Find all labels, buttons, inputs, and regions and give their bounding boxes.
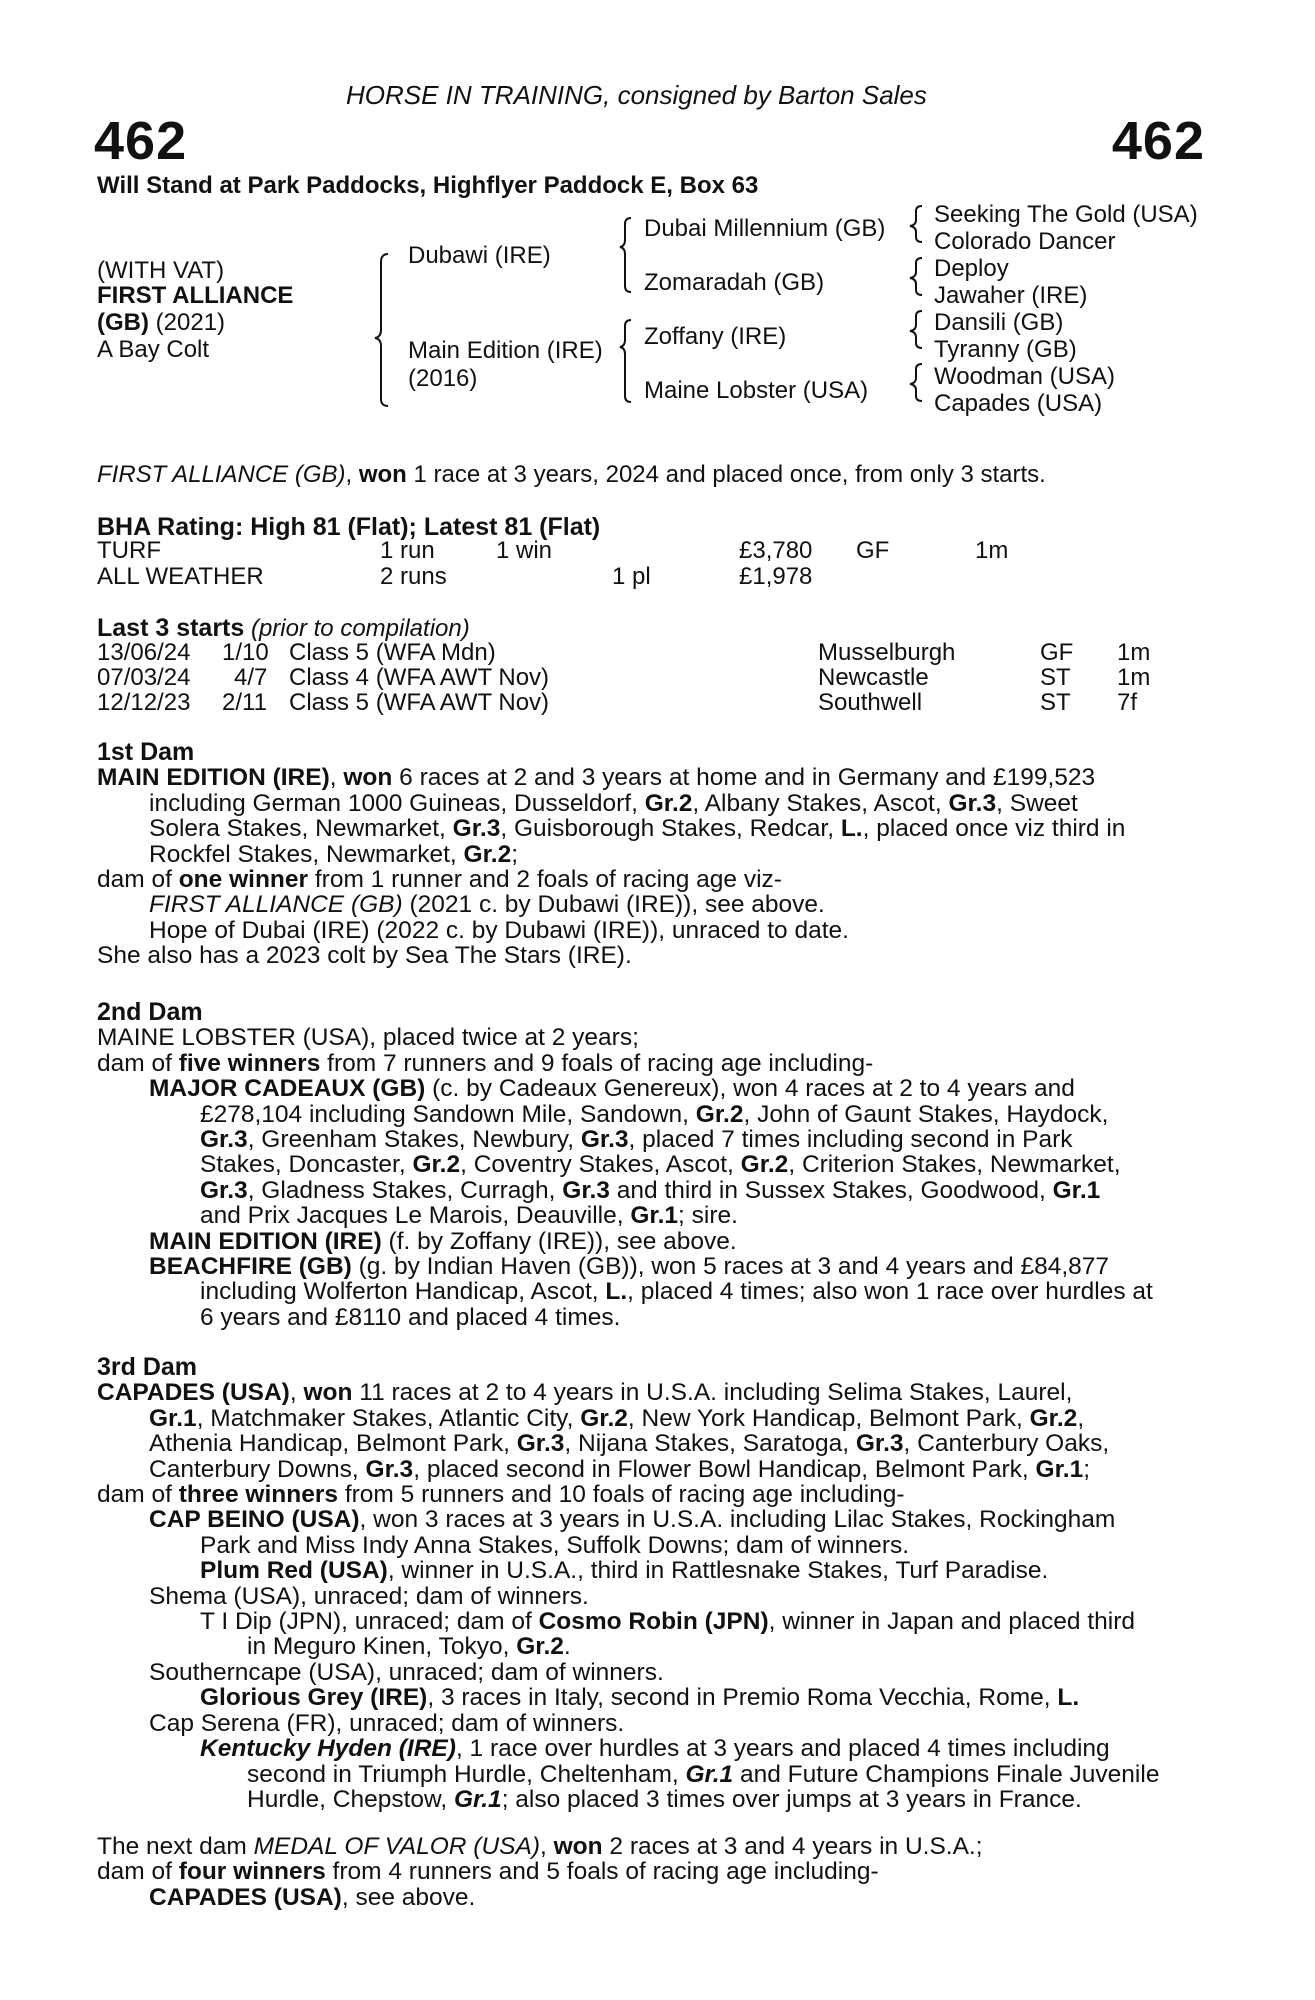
third-dam-text: , winner in Japan and placed third (768, 1608, 1136, 1636)
rating-turf-surface: TURF (97, 537, 161, 564)
third-dam-text: T I Dip (JPN), unraced; dam of (200, 1608, 539, 1636)
grade-badge: Gr.1 (685, 1760, 734, 1788)
pedigree-dam-sire: Zoffany (IRE) (644, 323, 787, 350)
pedigree-dam-year: (2016) (408, 365, 478, 392)
rating-aw-surface: ALL WEATHER (97, 563, 264, 590)
first-dam-won: won (343, 764, 393, 792)
second-dam-text: , Gladness Stakes, Curragh, (247, 1176, 563, 1204)
first-dam-text: Rockfel Stakes, Newmarket, (149, 840, 464, 868)
grade-badge: Gr.3 (562, 1176, 610, 1204)
second-dam-text: from 7 runners and 9 foals of racing age including- (320, 1049, 874, 1077)
third-dam-text: Southerncape (USA), unraced; dam of winners. (149, 1658, 664, 1686)
next-dam-text: from 4 runners and 5 foals of racing age including- (325, 1858, 879, 1886)
grade-badge: L. (605, 1278, 628, 1306)
third-dam-text: , 1 race over hurdles at 3 years and placed 4 times including (455, 1735, 1110, 1763)
first-dam-section: 1st Dam MAIN EDITION (IRE), won 6 races at 2 and 3 years at home and in Germany and £199,523 including German 1000 Guineas, Dusseldorf, Gr.2, Albany Stakes, Ascot, Gr.3, Sweet Solera Stakes, Newmarket, Gr.3, Guisborough Stakes, Redcar, L., placed once viz third in Rockfel Stakes, Newmarket, Gr.2; dam of one winner from 1 runner and 2 foals of racing age viz- FIRST ALLIANCE (GB) (2021 c. by Dubawi (IRE)), see above. Hope of Dubai (IRE) (2022 c. by Dubawi (IRE)), unraced to date. She also has a 2023 colt by Sea The Stars (IRE). (97, 740, 1205, 969)
third-dam-text: , Matchmaker Stakes, Atlantic City, (196, 1404, 581, 1432)
progeny-name: FIRST ALLIANCE (GB) (149, 891, 403, 919)
stand-location: Will Stand at Park Paddocks, Highflyer Paddock E, Box 63 (97, 172, 759, 199)
third-dam-won: won (303, 1379, 353, 1407)
pedigree-sire-dam: Zomaradah (GB) (644, 269, 825, 296)
grade-badge: Gr.3 (200, 1176, 248, 1204)
first-dam-text: from 1 runner and 2 foals of racing age viz- (308, 866, 782, 894)
grade-badge: Gr.2 (695, 1100, 744, 1128)
third-dam-text: Shema (USA), unraced; dam of winners. (149, 1582, 589, 1610)
grade-badge: L. (840, 815, 863, 843)
grade-badge: Gr.3 (452, 815, 501, 843)
third-dam-text: , placed second in Flower Bowl Handicap, Belmont Park, (413, 1455, 1036, 1483)
grade-badge: Gr.2 (740, 1151, 789, 1179)
third-dam-text: Canterbury Downs, (149, 1455, 366, 1483)
last3-course: Musselburgh (818, 639, 956, 666)
second-dam-text: , placed 7 times including second in Park (628, 1126, 1073, 1154)
pedigree-sdd: Jawaher (IRE) (934, 282, 1088, 309)
grade-badge: Gr.2 (516, 1633, 564, 1661)
rating-turf-runs: 1 run (380, 537, 435, 564)
last3-race: Class 4 (WFA AWT Nov) (289, 664, 550, 691)
next-dam-text: dam of (97, 1858, 179, 1886)
grade-badge: Gr.1 (1035, 1455, 1084, 1483)
third-dam-text: in Meguro Kinen, Tokyo, (247, 1633, 517, 1661)
pedigree-dds: Woodman (USA) (934, 363, 1115, 390)
last3-subtitle: (prior to compilation) (244, 615, 470, 642)
first-dam-text: , placed once viz third in (862, 815, 1126, 843)
second-dam-text: Stakes, Doncaster, (200, 1151, 413, 1179)
next-dam-text: The next dam (97, 1833, 254, 1860)
progeny-name: MAJOR CADEAUX (GB) (149, 1075, 426, 1103)
grade-badge: Gr.2 (580, 1404, 628, 1432)
second-dam-text: , Coventry Stakes, Ascot, (460, 1151, 741, 1179)
lot-number-left: 462 (94, 111, 188, 171)
first-dam-text: , Sweet (996, 789, 1078, 817)
second-dam-text: (c. by Cadeaux Genereux), won 4 races at 2 to 4 years and (425, 1075, 1075, 1103)
horse-country: (GB) (97, 309, 149, 336)
pedigree-dsd: Tyranny (GB) (934, 336, 1077, 363)
last3-going: GF (1040, 639, 1074, 666)
second-dam-heading: 2nd Dam (97, 998, 203, 1026)
summary-horse-name: FIRST ALLIANCE (GB) (97, 461, 346, 488)
progeny-name: MAIN EDITION (IRE) (149, 1227, 382, 1255)
pedigree-sss: Seeking The Gold (USA) (934, 201, 1198, 228)
third-dam-text: ; (1083, 1455, 1091, 1483)
third-dam-text: , Canterbury Oaks, (903, 1430, 1110, 1458)
next-dam-text: , see above. (341, 1883, 476, 1911)
second-dam-text: and Prix Jacques Le Marois, Deauville, (200, 1202, 631, 1230)
grade-badge: L. (1057, 1684, 1080, 1712)
progeny-line: Hope of Dubai (IRE) (2022 c. by Dubawi (IRE)), unraced to date. (149, 916, 849, 944)
bha-rating-title: BHA Rating: High 81 (Flat); Latest 81 (Flat) (97, 513, 601, 541)
third-dam-text: . (563, 1633, 571, 1661)
first-dam-name: MAIN EDITION (IRE) (97, 764, 330, 792)
last3-date: 07/03/24 (97, 664, 191, 691)
progeny-name: Kentucky Hyden (IRE) (200, 1735, 456, 1763)
second-dam-text: , Criterion Stakes, Newmarket, (788, 1151, 1121, 1179)
grade-badge: Gr.1 (1052, 1176, 1101, 1204)
first-dam-text: ; (511, 840, 519, 868)
summary-text: 1 race at 3 years, 2024 and placed once, from only 3 starts. (406, 461, 1046, 488)
next-dam-section (97, 1834, 1205, 1910)
vat-note: (WITH VAT) (97, 257, 225, 284)
second-dam-text: , placed 4 times; also won 1 race over hurdles at (627, 1278, 1153, 1306)
last3-pos: 4/7 (234, 664, 268, 691)
pedigree-sire-sire: Dubai Millennium (GB) (644, 215, 886, 242)
third-dam-text: , New York Handicap, Belmont Park, (627, 1404, 1030, 1432)
third-dam-text: from 5 runners and 10 foals of racing age including- (338, 1481, 905, 1509)
last3-race: Class 5 (WFA Mdn) (289, 639, 496, 666)
grade-badge: Gr.3 (365, 1455, 414, 1483)
second-dam-text: including Wolferton Handicap, Ascot, (200, 1278, 606, 1306)
third-dam-text: dam of (97, 1481, 179, 1509)
first-dam-text: Solera Stakes, Newmarket, (149, 815, 453, 843)
third-dam-name: CAPADES (USA) (97, 1379, 290, 1407)
progeny-name: Glorious Grey (IRE) (200, 1684, 428, 1712)
rating-aw-placed: 1 pl (612, 563, 651, 590)
grade-badge: Gr.1 (149, 1404, 197, 1432)
second-dam-text: ; sire. (678, 1202, 738, 1230)
third-dam-text: and Future Champions Finale Juvenile (733, 1760, 1160, 1788)
horse-description: A Bay Colt (97, 336, 210, 363)
third-dam-text: Hurdle, Chepstow, (247, 1785, 454, 1813)
third-dam-heading: 3rd Dam (97, 1353, 198, 1381)
first-dam-text: (2021 c. by Dubawi (IRE)), see above. (402, 891, 825, 919)
second-dam-text: (f. by Zoffany (IRE)), see above. (381, 1227, 737, 1255)
grade-badge: Gr.2 (1029, 1404, 1078, 1432)
last3-date: 12/12/23 (97, 689, 191, 716)
pedigree-dam: Main Edition (IRE) (408, 337, 603, 364)
horse-name: FIRST ALLIANCE (97, 282, 294, 309)
pedigree-ddd: Capades (USA) (934, 390, 1103, 417)
first-dam-text: one winner (178, 866, 309, 894)
second-dam-text: , John of Gaunt Stakes, Haydock, (743, 1100, 1109, 1128)
second-dam-text: (g. by Indian Haven (GB)), won 5 races at 3 and 4 years and £84,877 (351, 1253, 1110, 1281)
progeny-name: Cosmo Robin (JPN) (538, 1608, 769, 1636)
second-dam-text: MAINE LOBSTER (USA), placed twice at 2 years; (97, 1024, 639, 1052)
rating-aw-prize: £1,978 (739, 563, 813, 590)
grade-badge: Gr.3 (200, 1126, 248, 1154)
third-dam-text: Athenia Handicap, Belmont Park, (149, 1430, 517, 1458)
last3-pos: 1/10 (222, 639, 269, 666)
last3-distance: 7f (1117, 689, 1138, 716)
third-dam-text: Cap Serena (FR), unraced; dam of winners. (149, 1709, 625, 1737)
third-dam-text: , Nijana Stakes, Saratoga, (564, 1430, 856, 1458)
second-dam-text: and third in Sussex Stakes, Goodwood, (609, 1176, 1053, 1204)
grade-badge: Gr.1 (454, 1785, 502, 1813)
grade-badge: Gr.1 (630, 1202, 679, 1230)
grade-badge: Gr.2 (412, 1151, 461, 1179)
progeny-name: BEACHFIRE (GB) (149, 1253, 352, 1281)
grade-badge: Gr.3 (516, 1430, 565, 1458)
progeny-name: Plum Red (USA) (200, 1557, 388, 1585)
rating-turf-wins: 1 win (496, 537, 553, 564)
first-dam-text: She also has a 2023 colt by Sea The Stars (IRE). (97, 942, 632, 970)
second-dam-text: dam of (97, 1049, 179, 1077)
pedigree-sire: Dubawi (IRE) (408, 242, 551, 269)
pedigree-dam-dam: Maine Lobster (USA) (644, 377, 869, 404)
first-dam-text: , Albany Stakes, Ascot, (692, 789, 949, 817)
rating-turf-going: GF (856, 537, 890, 564)
horse-year: (2021) (148, 309, 226, 336)
last3-going: ST (1040, 689, 1071, 716)
third-dam-text: 11 races at 2 to 4 years in U.S.A. including Selima Stakes, Laurel, (352, 1379, 1073, 1407)
consignment-header: HORSE IN TRAINING, consigned by Barton Sales (346, 80, 927, 110)
grade-badge: Gr.2 (463, 840, 512, 868)
progeny-name: CAP BEINO (USA) (149, 1506, 360, 1534)
last3-distance: 1m (1117, 639, 1151, 666)
last3-pos: 2/11 (222, 689, 267, 716)
progeny-name: CAPADES (USA) (149, 1883, 342, 1911)
third-dam-text: ; also placed 3 times over jumps at 3 years in France. (501, 1785, 1082, 1813)
rating-aw-runs: 2 runs (380, 563, 447, 590)
grade-badge: Gr.2 (644, 789, 693, 817)
third-dam-section: 3rd Dam CAPADES (USA), won 11 races at 2 to 4 years in U.S.A. including Selima Stakes, Laurel, Gr.1, Matchmaker Stakes, Atlantic City, Gr.2, New York Handicap, Belmont Park, Gr.2, Athenia Handicap, Belmont Park, Gr.3, Nijana Stakes, Saratoga, Gr.3, Canterbury Oaks, Canterbury Downs, Gr.3, placed second in Flower Bowl Handicap, Belmont Park, Gr.1; dam of three winners from 5 runners and 10 foals of racing age including- CAP BEINO (USA), won 3 races at 3 years in U.S.A. including Lilac Stakes, Rockingham Park and Miss Indy Anna Stakes, Suffolk Downs; dam of winners. Plum Red (USA), winner in U.S.A., third in Rattlesnake Stakes, Turf Paradise. Shema (USA), unraced; dam of winners. T I Dip (JPN), unraced; dam of Cosmo Robin (JPN), winner in Japan and placed third in Meguro Kinen, Tokyo, Gr.2. Southerncape (USA), unraced; dam of winners. Glorious Grey (IRE), 3 races in Italy, second in Premio Roma Vecchia, Rome, L. Cap Serena (FR), unraced; dam of winners. Kentucky Hyden (IRE), 1 race over hurdles at 3 years and placed 4 times including second in Triumph Hurdle, Cheltenham, Gr.1 and Future Champions Finale Juvenile Hurdle, Chepstow, Gr.1; also placed 3 times over jumps at 3 years in France. (97, 1355, 1205, 1812)
grade-badge: Gr.3 (580, 1126, 629, 1154)
pedigree-ssd: Colorado Dancer (934, 228, 1116, 255)
summary-won: won (358, 461, 407, 488)
second-dam-text: , Greenham Stakes, Newbury, (247, 1126, 581, 1154)
last3-course: Newcastle (818, 664, 929, 691)
last3-heading: Last 3 starts (97, 614, 245, 642)
third-dam-text: three winners (178, 1481, 339, 1509)
second-dam-text: 6 years and £8110 and placed 4 times. (200, 1303, 621, 1331)
last3-title (97, 615, 470, 642)
pedigree-dss: Dansili (GB) (934, 309, 1064, 336)
second-dam-text: five winners (178, 1049, 321, 1077)
first-dam-text: 6 races at 2 and 3 years at home and in Germany and £199,523 (392, 764, 1096, 792)
last3-date: 13/06/24 (97, 639, 191, 666)
third-dam-text: , won 3 races at 3 years in U.S.A. including Lilac Stakes, Rockingham (359, 1506, 1116, 1534)
next-dam-text: four winners (178, 1858, 326, 1886)
first-dam-heading: 1st Dam (97, 738, 195, 766)
grade-badge: Gr.3 (855, 1430, 904, 1458)
pedigree-sds: Deploy (934, 255, 1009, 282)
rating-turf-distance: 1m (975, 537, 1009, 564)
third-dam-text: , winner in U.S.A., third in Rattlesnake Stakes, Turf Paradise. (387, 1557, 1049, 1585)
third-dam-text: second in Triumph Hurdle, Cheltenham, (247, 1760, 686, 1788)
second-dam-section (97, 1000, 1205, 1330)
rating-turf-prize: £3,780 (739, 537, 813, 564)
next-dam-text: , (539, 1833, 554, 1860)
first-dam-text: , Guisborough Stakes, Redcar, (500, 815, 841, 843)
next-dam-won: won (553, 1833, 603, 1860)
lot-number-right: 462 (1111, 111, 1205, 171)
second-dam-text: £278,104 including Sandown Mile, Sandown, (200, 1100, 696, 1128)
race-summary: FIRST ALLIANCE (GB), won 1 race at 3 years, 2024 and placed once, from only 3 starts. (97, 461, 1046, 488)
last3-going: ST (1040, 664, 1071, 691)
first-dam-text: dam of (97, 866, 179, 894)
first-dam-text: including German 1000 Guineas, Dusseldorf, (149, 789, 645, 817)
last3-race: Class 5 (WFA AWT Nov) (289, 689, 550, 716)
third-dam-text: Park and Miss Indy Anna Stakes, Suffolk Downs; dam of winners. (200, 1531, 910, 1559)
last3-distance: 1m (1117, 664, 1151, 691)
next-dam-text: 2 races at 3 and 4 years in U.S.A.; (602, 1833, 983, 1860)
grade-badge: Gr.3 (948, 789, 997, 817)
third-dam-text: , 3 races in Italy, second in Premio Roma Vecchia, Rome, (427, 1684, 1058, 1712)
last3-course: Southwell (818, 689, 923, 716)
next-dam-name: MEDAL OF VALOR (USA) (253, 1833, 540, 1860)
